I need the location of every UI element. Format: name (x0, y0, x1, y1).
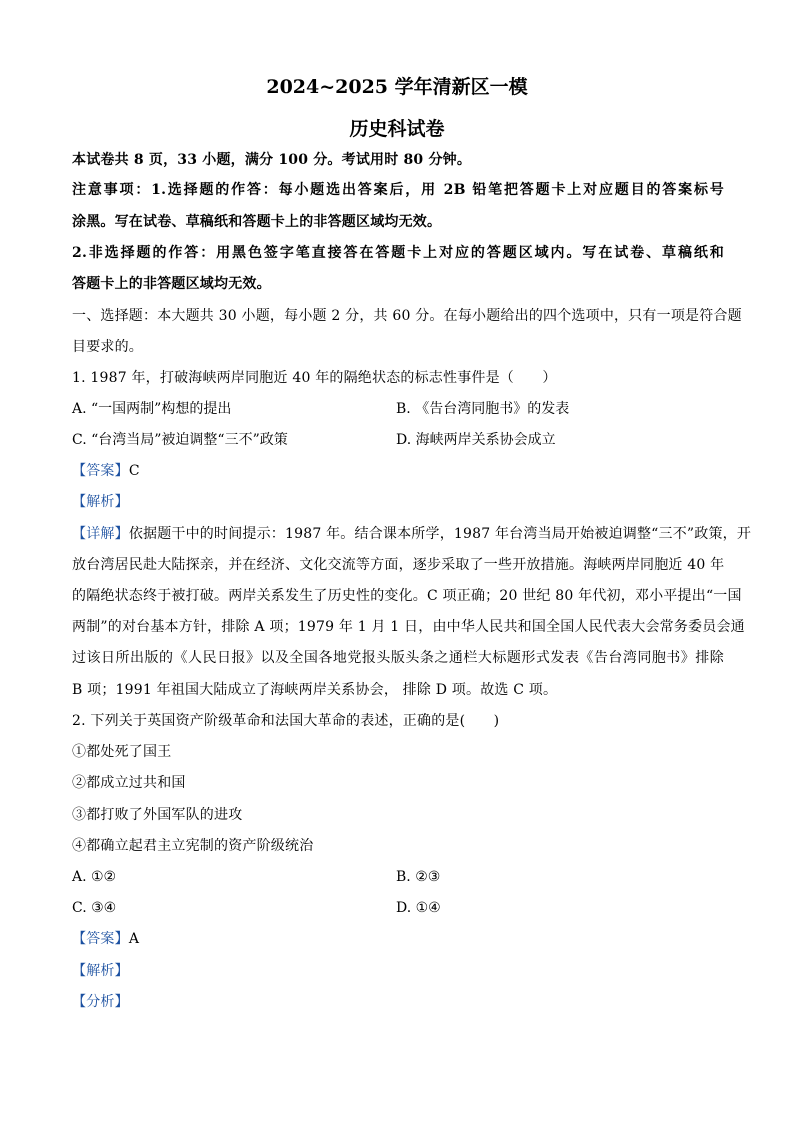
notice-line-5: 答题卡上的非答题区域均无效。 (72, 276, 271, 292)
q1-detail-line-2: 放台湾居民赴大陆探亲，并在经济、文化交流等方面，逐步采取了一些开放措施。海峡两岸同胞近 40 年 (72, 557, 725, 573)
q1-option-c: C. “台湾当局”被迫调整“三不”政策 (72, 432, 288, 448)
notice-line-1: 本试卷共 8 页，33 小题，满分 100 分。考试用时 80 分钟。 (72, 152, 472, 168)
detail-text: 依据题干中的时间提示：1987 年。结合课本所学，1987 年台湾当局开始被迫调整“三不”政策，开 (128, 526, 752, 542)
q2-option-b: B. ②③ (396, 869, 441, 885)
q2-item-1: ①都处死了国王 (72, 744, 172, 760)
q1-detail-line-3: 的隔绝状态终于被打破。两岸关系发生了历史性的变化。C 项正确；20 世纪 80 年代初，邓小平提出“一国 (72, 588, 742, 604)
q1-detail-line-4: 两制”的对台基本方针，排除 A 项；1979 年 1 月 1 日，由中华人民共和国全国人民代表大会常务委员会通 (72, 619, 745, 635)
q1-option-b: B. 《告台湾同胞书》的发表 (396, 401, 570, 417)
q2-analysis-label: 【解析】 (72, 963, 129, 979)
q1-detail-line-5: 过该日所出版的《人民日报》以及全国各地党报头版头条之通栏大标题形式发表《告台湾同胞书》排除 (72, 650, 724, 666)
section-instructions-line-1: 一、选择题：本大题共 30 小题，每小题 2 分，共 60 分。在每小题给出的四个选项中，只有一项是符合题 (72, 308, 742, 324)
q1-stem: 1. 1987 年，打破海峡两岸同胞近 40 年的隔绝状态的标志性事件是（ ） (72, 370, 557, 386)
q2-option-a: A. ①② (72, 869, 117, 885)
answer-label: 【答案】 (72, 931, 129, 947)
notice-line-3: 涂黑。写在试卷、草稿纸和答题卡上的非答题区域均无效。 (72, 214, 442, 230)
notice-line-4: 2.非选择题的作答：用黑色签字笔直接答在答题卡上对应的答题区域内。写在试卷、草稿纸和 (72, 245, 724, 261)
q2-option-d: D. ①④ (396, 900, 441, 916)
q2-item-2: ②都成立过共和国 (72, 775, 186, 791)
q1-answer-row (72, 461, 724, 481)
answer-value: C (128, 463, 140, 479)
q1-option-a: A. “一国两制”构想的提出 (72, 401, 232, 417)
q1-detail-line-6: B 项；1991 年祖国大陆成立了海峡两岸关系协会， 排除 D 项。故选 C 项。 (72, 682, 558, 698)
answer-value: A (128, 931, 140, 947)
q2-answer-row (72, 929, 724, 949)
notice-line-2: 注意事项：1.选择题的作答：每小题选出答案后，用 2B 铅笔把答题卡上对应题目的答案标号 (72, 182, 724, 198)
section-instructions-line-2: 目要求的。 (72, 339, 143, 355)
q2-item-4: ④都确立起君主立宪制的资产阶级统治 (72, 838, 314, 854)
q2-stem: 2. 下列关于英国资产阶级革命和法国大革命的表述，正确的是( ) (72, 713, 500, 729)
answer-label: 【答案】 (72, 463, 129, 479)
q1-detail-line-1 (72, 524, 752, 544)
q2-option-c: C. ③④ (72, 900, 117, 916)
exam-subtitle: 历史科试卷 (349, 118, 445, 140)
q2-item-3: ③都打败了外国军队的进攻 (72, 807, 243, 823)
detail-label: 【详解】 (72, 526, 129, 542)
q1-analysis-label: 【解析】 (72, 494, 129, 510)
q1-option-d: D. 海峡两岸关系协会成立 (396, 432, 556, 448)
exam-title: 2024~2025 学年清新区一模 (266, 76, 528, 98)
q2-fenxi-label: 【分析】 (72, 994, 129, 1010)
